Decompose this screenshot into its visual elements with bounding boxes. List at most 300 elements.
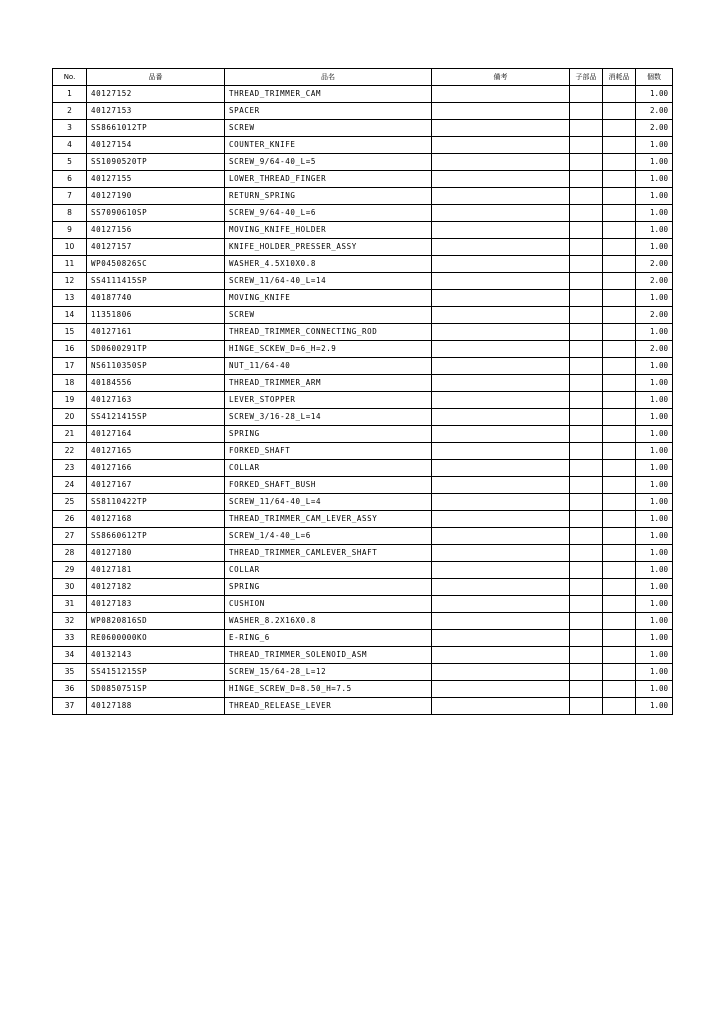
part-name-cell: SCREW (225, 307, 432, 324)
part-number-cell: 40127154 (87, 137, 225, 154)
row-no-cell: 34 (53, 647, 87, 664)
sub-part-cell (570, 426, 603, 443)
remarks-cell (432, 647, 570, 664)
consumable-cell (603, 375, 636, 392)
sub-part-cell (570, 307, 603, 324)
part-number-cell: 40127180 (87, 545, 225, 562)
remarks-cell (432, 392, 570, 409)
sub-part-cell (570, 562, 603, 579)
header-remarks: 備考 (432, 69, 570, 86)
remarks-cell (432, 341, 570, 358)
sub-part-cell (570, 239, 603, 256)
part-name-cell: CUSHION (225, 596, 432, 613)
remarks-cell (432, 477, 570, 494)
header-qty: 個数 (636, 69, 673, 86)
sub-part-cell (570, 120, 603, 137)
remarks-cell (432, 460, 570, 477)
remarks-cell (432, 409, 570, 426)
table-header-row (53, 69, 673, 86)
table-row (53, 392, 673, 409)
part-number-cell: WP0820816SD (87, 613, 225, 630)
part-number-cell: SD0600291TP (87, 341, 225, 358)
sub-part-cell (570, 579, 603, 596)
row-no-cell: 20 (53, 409, 87, 426)
quantity-cell: 1.00 (636, 545, 673, 562)
part-number-cell: 40132143 (87, 647, 225, 664)
consumable-cell (603, 171, 636, 188)
part-name-cell: MOVING_KNIFE (225, 290, 432, 307)
table-row (53, 171, 673, 188)
part-name-cell: SCREW_15/64-28_L=12 (225, 664, 432, 681)
consumable-cell (603, 358, 636, 375)
part-name-cell: HINGE_SCKEW_D=6_H=2.9 (225, 341, 432, 358)
remarks-cell (432, 528, 570, 545)
consumable-cell (603, 426, 636, 443)
consumable-cell (603, 579, 636, 596)
quantity-cell: 1.00 (636, 137, 673, 154)
consumable-cell (603, 545, 636, 562)
table-row (53, 477, 673, 494)
sub-part-cell (570, 290, 603, 307)
row-no-cell: 18 (53, 375, 87, 392)
part-name-cell: SCREW (225, 120, 432, 137)
row-no-cell: 3 (53, 120, 87, 137)
row-no-cell: 26 (53, 511, 87, 528)
table-row (53, 596, 673, 613)
quantity-cell: 1.00 (636, 290, 673, 307)
consumable-cell (603, 86, 636, 103)
consumable-cell (603, 596, 636, 613)
part-number-cell: 40127182 (87, 579, 225, 596)
remarks-cell (432, 290, 570, 307)
part-name-cell: FORKED_SHAFT_BUSH (225, 477, 432, 494)
table-row (53, 154, 673, 171)
table-row (53, 358, 673, 375)
remarks-cell (432, 698, 570, 715)
consumable-cell (603, 528, 636, 545)
part-name-cell: SCREW_9/64-40_L=6 (225, 205, 432, 222)
table-row (53, 698, 673, 715)
remarks-cell (432, 681, 570, 698)
row-no-cell: 6 (53, 171, 87, 188)
part-number-cell: 11351806 (87, 307, 225, 324)
table-row (53, 222, 673, 239)
row-no-cell: 1 (53, 86, 87, 103)
part-number-cell: 40127167 (87, 477, 225, 494)
remarks-cell (432, 324, 570, 341)
table-row (53, 103, 673, 120)
quantity-cell: 1.00 (636, 358, 673, 375)
row-no-cell: 5 (53, 154, 87, 171)
header-name: 品名 (225, 69, 432, 86)
table-row (53, 409, 673, 426)
consumable-cell (603, 154, 636, 171)
sub-part-cell (570, 86, 603, 103)
remarks-cell (432, 256, 570, 273)
consumable-cell (603, 494, 636, 511)
sub-part-cell (570, 392, 603, 409)
row-no-cell: 21 (53, 426, 87, 443)
row-no-cell: 12 (53, 273, 87, 290)
part-number-cell: 40127168 (87, 511, 225, 528)
sub-part-cell (570, 545, 603, 562)
table-row (53, 239, 673, 256)
remarks-cell (432, 375, 570, 392)
remarks-cell (432, 596, 570, 613)
part-number-cell: 40127161 (87, 324, 225, 341)
row-no-cell: 11 (53, 256, 87, 273)
sub-part-cell (570, 222, 603, 239)
header-consumable: 消耗品 (603, 69, 636, 86)
remarks-cell (432, 664, 570, 681)
part-number-cell: 40127153 (87, 103, 225, 120)
quantity-cell: 1.00 (636, 154, 673, 171)
row-no-cell: 2 (53, 103, 87, 120)
row-no-cell: 4 (53, 137, 87, 154)
part-number-cell: SD0850751SP (87, 681, 225, 698)
part-name-cell: HINGE_SCREW_D=8.50_H=7.5 (225, 681, 432, 698)
quantity-cell: 2.00 (636, 256, 673, 273)
part-name-cell: COUNTER_KNIFE (225, 137, 432, 154)
row-no-cell: 31 (53, 596, 87, 613)
quantity-cell: 2.00 (636, 307, 673, 324)
header-no: No. (53, 69, 87, 86)
part-name-cell: COLLAR (225, 460, 432, 477)
part-number-cell: SS7090610SP (87, 205, 225, 222)
sub-part-cell (570, 324, 603, 341)
part-name-cell: LOWER_THREAD_FINGER (225, 171, 432, 188)
consumable-cell (603, 273, 636, 290)
row-no-cell: 36 (53, 681, 87, 698)
row-no-cell: 8 (53, 205, 87, 222)
sub-part-cell (570, 460, 603, 477)
part-name-cell: RETURN_SPRING (225, 188, 432, 205)
remarks-cell (432, 511, 570, 528)
quantity-cell: 1.00 (636, 494, 673, 511)
part-name-cell: THREAD_TRIMMER_CAM_LEVER_ASSY (225, 511, 432, 528)
row-no-cell: 29 (53, 562, 87, 579)
quantity-cell: 1.00 (636, 460, 673, 477)
quantity-cell: 2.00 (636, 341, 673, 358)
part-number-cell: 40127157 (87, 239, 225, 256)
sub-part-cell (570, 103, 603, 120)
remarks-cell (432, 579, 570, 596)
part-number-cell: 40184556 (87, 375, 225, 392)
sub-part-cell (570, 171, 603, 188)
sub-part-cell (570, 511, 603, 528)
row-no-cell: 10 (53, 239, 87, 256)
quantity-cell: 1.00 (636, 426, 673, 443)
row-no-cell: 27 (53, 528, 87, 545)
consumable-cell (603, 290, 636, 307)
consumable-cell (603, 698, 636, 715)
part-number-cell: 40187740 (87, 290, 225, 307)
sub-part-cell (570, 443, 603, 460)
table-row (53, 375, 673, 392)
part-name-cell: WASHER_4.5X10X0.8 (225, 256, 432, 273)
part-number-cell: SS4121415SP (87, 409, 225, 426)
remarks-cell (432, 307, 570, 324)
remarks-cell (432, 103, 570, 120)
part-name-cell: SCREW_3/16-28_L=14 (225, 409, 432, 426)
sub-part-cell (570, 647, 603, 664)
quantity-cell: 1.00 (636, 171, 673, 188)
part-number-cell: 40127183 (87, 596, 225, 613)
quantity-cell: 1.00 (636, 409, 673, 426)
remarks-cell (432, 562, 570, 579)
consumable-cell (603, 256, 636, 273)
consumable-cell (603, 681, 636, 698)
consumable-cell (603, 630, 636, 647)
quantity-cell: 1.00 (636, 324, 673, 341)
remarks-cell (432, 443, 570, 460)
quantity-cell: 1.00 (636, 613, 673, 630)
quantity-cell: 1.00 (636, 205, 673, 222)
table-row (53, 290, 673, 307)
part-number-cell: SS4151215SP (87, 664, 225, 681)
part-number-cell: SS8110422TP (87, 494, 225, 511)
parts-table-body (53, 86, 673, 715)
table-row (53, 341, 673, 358)
row-no-cell: 19 (53, 392, 87, 409)
part-name-cell: KNIFE_HOLDER_PRESSER_ASSY (225, 239, 432, 256)
row-no-cell: 17 (53, 358, 87, 375)
quantity-cell: 1.00 (636, 579, 673, 596)
consumable-cell (603, 647, 636, 664)
part-name-cell: FORKED_SHAFT (225, 443, 432, 460)
quantity-cell: 1.00 (636, 630, 673, 647)
table-row (53, 681, 673, 698)
header-part-no: 品番 (87, 69, 225, 86)
consumable-cell (603, 137, 636, 154)
consumable-cell (603, 103, 636, 120)
remarks-cell (432, 273, 570, 290)
quantity-cell: 2.00 (636, 273, 673, 290)
consumable-cell (603, 477, 636, 494)
part-number-cell: 40127164 (87, 426, 225, 443)
part-name-cell: THREAD_TRIMMER_CONNECTING_ROD (225, 324, 432, 341)
quantity-cell: 1.00 (636, 681, 673, 698)
consumable-cell (603, 392, 636, 409)
table-row (53, 494, 673, 511)
quantity-cell: 2.00 (636, 120, 673, 137)
part-number-cell: 40127166 (87, 460, 225, 477)
table-row (53, 324, 673, 341)
part-number-cell: 40127181 (87, 562, 225, 579)
part-number-cell: SS8661012TP (87, 120, 225, 137)
table-row (53, 205, 673, 222)
remarks-cell (432, 154, 570, 171)
consumable-cell (603, 239, 636, 256)
quantity-cell: 1.00 (636, 443, 673, 460)
part-number-cell: SS4111415SP (87, 273, 225, 290)
quantity-cell: 1.00 (636, 477, 673, 494)
quantity-cell: 1.00 (636, 375, 673, 392)
remarks-cell (432, 86, 570, 103)
part-name-cell: MOVING_KNIFE_HOLDER (225, 222, 432, 239)
remarks-cell (432, 545, 570, 562)
sub-part-cell (570, 528, 603, 545)
sub-part-cell (570, 596, 603, 613)
row-no-cell: 15 (53, 324, 87, 341)
consumable-cell (603, 324, 636, 341)
row-no-cell: 14 (53, 307, 87, 324)
quantity-cell: 1.00 (636, 596, 673, 613)
table-row (53, 664, 673, 681)
consumable-cell (603, 409, 636, 426)
table-row (53, 545, 673, 562)
row-no-cell: 30 (53, 579, 87, 596)
part-name-cell: SCREW_9/64-40_L=5 (225, 154, 432, 171)
part-name-cell: LEVER_STOPPER (225, 392, 432, 409)
header-sub-part: 子部品 (570, 69, 603, 86)
sub-part-cell (570, 154, 603, 171)
sub-part-cell (570, 137, 603, 154)
consumable-cell (603, 307, 636, 324)
quantity-cell: 1.00 (636, 664, 673, 681)
sub-part-cell (570, 630, 603, 647)
table-row (53, 647, 673, 664)
table-row (53, 579, 673, 596)
parts-list-sheet (52, 68, 672, 715)
quantity-cell: 1.00 (636, 562, 673, 579)
quantity-cell: 2.00 (636, 103, 673, 120)
remarks-cell (432, 205, 570, 222)
part-number-cell: 40127165 (87, 443, 225, 460)
remarks-cell (432, 120, 570, 137)
part-name-cell: COLLAR (225, 562, 432, 579)
sub-part-cell (570, 409, 603, 426)
row-no-cell: 9 (53, 222, 87, 239)
quantity-cell: 1.00 (636, 528, 673, 545)
part-name-cell: SCREW_11/64-40_L=14 (225, 273, 432, 290)
table-row (53, 630, 673, 647)
consumable-cell (603, 511, 636, 528)
sub-part-cell (570, 341, 603, 358)
row-no-cell: 22 (53, 443, 87, 460)
consumable-cell (603, 443, 636, 460)
remarks-cell (432, 358, 570, 375)
sub-part-cell (570, 613, 603, 630)
part-name-cell: THREAD_TRIMMER_SOLENOID_ASM (225, 647, 432, 664)
part-number-cell: 40127188 (87, 698, 225, 715)
quantity-cell: 1.00 (636, 511, 673, 528)
consumable-cell (603, 341, 636, 358)
quantity-cell: 1.00 (636, 188, 673, 205)
remarks-cell (432, 613, 570, 630)
part-name-cell: SCREW_1/4-40_L=6 (225, 528, 432, 545)
sub-part-cell (570, 664, 603, 681)
part-name-cell: THREAD_TRIMMER_CAM (225, 86, 432, 103)
part-number-cell: 40127156 (87, 222, 225, 239)
row-no-cell: 33 (53, 630, 87, 647)
table-row (53, 613, 673, 630)
quantity-cell: 1.00 (636, 392, 673, 409)
part-name-cell: THREAD_TRIMMER_ARM (225, 375, 432, 392)
part-number-cell: 40127190 (87, 188, 225, 205)
row-no-cell: 24 (53, 477, 87, 494)
part-number-cell: SS1090520TP (87, 154, 225, 171)
sub-part-cell (570, 188, 603, 205)
row-no-cell: 25 (53, 494, 87, 511)
part-number-cell: 40127152 (87, 86, 225, 103)
table-row (53, 86, 673, 103)
table-row (53, 307, 673, 324)
row-no-cell: 13 (53, 290, 87, 307)
remarks-cell (432, 426, 570, 443)
sub-part-cell (570, 375, 603, 392)
consumable-cell (603, 222, 636, 239)
remarks-cell (432, 494, 570, 511)
table-row (53, 137, 673, 154)
sub-part-cell (570, 205, 603, 222)
row-no-cell: 37 (53, 698, 87, 715)
part-name-cell: SPACER (225, 103, 432, 120)
consumable-cell (603, 613, 636, 630)
quantity-cell: 1.00 (636, 222, 673, 239)
sub-part-cell (570, 273, 603, 290)
part-name-cell: THREAD_RELEASE_LEVER (225, 698, 432, 715)
consumable-cell (603, 664, 636, 681)
row-no-cell: 16 (53, 341, 87, 358)
table-row (53, 273, 673, 290)
consumable-cell (603, 188, 636, 205)
remarks-cell (432, 239, 570, 256)
part-name-cell: SPRING (225, 426, 432, 443)
part-name-cell: THREAD_TRIMMER_CAMLEVER_SHAFT (225, 545, 432, 562)
sub-part-cell (570, 494, 603, 511)
remarks-cell (432, 222, 570, 239)
quantity-cell: 1.00 (636, 239, 673, 256)
quantity-cell: 1.00 (636, 698, 673, 715)
consumable-cell (603, 205, 636, 222)
quantity-cell: 1.00 (636, 647, 673, 664)
part-number-cell: RE0600000KO (87, 630, 225, 647)
sub-part-cell (570, 256, 603, 273)
row-no-cell: 23 (53, 460, 87, 477)
consumable-cell (603, 460, 636, 477)
parts-table (52, 68, 673, 715)
part-number-cell: 40127163 (87, 392, 225, 409)
sub-part-cell (570, 681, 603, 698)
consumable-cell (603, 120, 636, 137)
part-name-cell: SPRING (225, 579, 432, 596)
table-row (53, 511, 673, 528)
part-number-cell: 40127155 (87, 171, 225, 188)
sub-part-cell (570, 358, 603, 375)
row-no-cell: 28 (53, 545, 87, 562)
table-row (53, 426, 673, 443)
remarks-cell (432, 188, 570, 205)
table-row (53, 120, 673, 137)
part-name-cell: NUT_11/64-40 (225, 358, 432, 375)
row-no-cell: 35 (53, 664, 87, 681)
table-row (53, 562, 673, 579)
part-name-cell: E-RING_6 (225, 630, 432, 647)
part-name-cell: SCREW_11/64-40_L=4 (225, 494, 432, 511)
sub-part-cell (570, 698, 603, 715)
table-row (53, 528, 673, 545)
remarks-cell (432, 630, 570, 647)
quantity-cell: 1.00 (636, 86, 673, 103)
remarks-cell (432, 171, 570, 188)
part-name-cell: WASHER_8.2X16X0.8 (225, 613, 432, 630)
sub-part-cell (570, 477, 603, 494)
remarks-cell (432, 137, 570, 154)
part-number-cell: WP0450826SC (87, 256, 225, 273)
row-no-cell: 32 (53, 613, 87, 630)
table-row (53, 188, 673, 205)
